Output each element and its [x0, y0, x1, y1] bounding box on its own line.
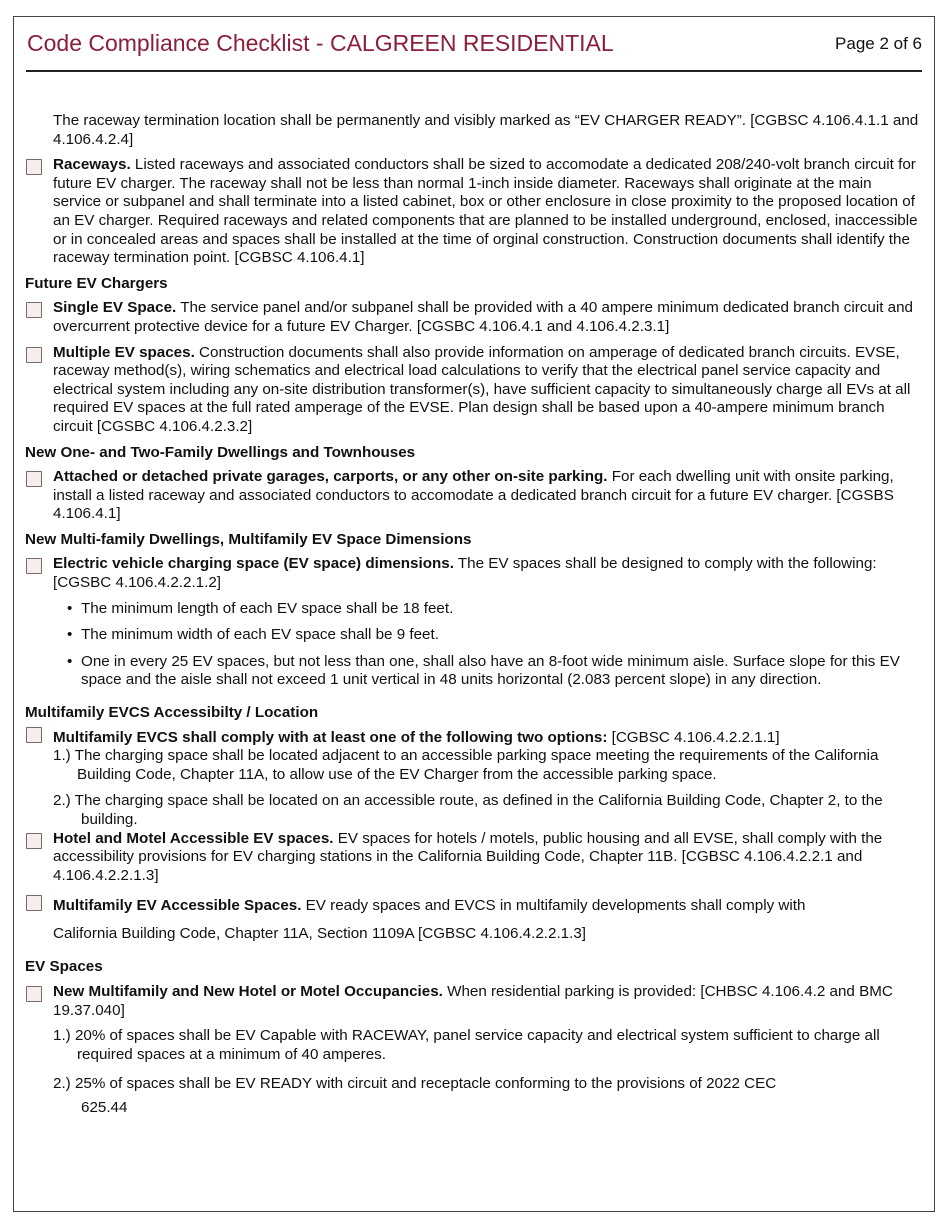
mf-accessible-checkbox[interactable] [26, 895, 42, 911]
evcs-option-2: 2.) The charging space shall be located on an accessible route, as defined in the California Building Code, Chapter 2, to the building. [53, 792, 883, 828]
page-number: Page 2 of 6 [835, 34, 922, 53]
ev-spaces-item-2-cont: 625.44 [81, 1099, 128, 1117]
new-multifamily-label: New Multifamily and New Hotel or Motel Occupancies. [53, 982, 443, 1000]
raceways-item [25, 156, 923, 268]
section-heading-future-ev: Future EV Chargers [25, 274, 168, 292]
evcs-options-ref: [CGBSC 4.106.4.2.2.1.1] [607, 728, 780, 746]
multiple-ev-label: Multiple EV spaces. [53, 343, 195, 361]
list-item: • The minimum length of each EV space shall be 18 feet. [81, 600, 923, 619]
mf-accessible-text-cont: California Building Code, Chapter 11A, Section 1109A [CGBSC 4.106.4.2.2.1.3] [53, 925, 587, 943]
evcs-option-1: 1.) The charging space shall be located adjacent to an accessible parking space meeting the requirements of the California Building Code, Chapter 11A, to allow use of the EV Charger from the accessible parking space. [53, 747, 879, 783]
single-ev-text: The service panel and/or subpanel shall be provided with a 40 ampere minimum dedicated branch circuit and overcurrent protective device for a future EV Charger. [CGSBC 4.106.4.1 and 4.106.4.2.3.1] [53, 299, 913, 335]
section-heading-multifamily-dims: New Multi-family Dwellings, Multifamily EV Space Dimensions [25, 530, 472, 548]
ev-spaces-item-2: 2.) 25% of spaces shall be EV READY with circuit and receptacle conforming to the provisions of 2022 CEC [53, 1075, 777, 1093]
new-multifamily-item [25, 983, 923, 1020]
garages-text: For each dwelling unit with onsite parking, install a listed raceway and associated conductors to accomodate a dedicated branch circuit for a future EV charger. [CGSBS 4.106.4.1] [53, 468, 894, 523]
evcs-options-label: Multifamily EVCS shall comply with at least one of the following two options: [53, 728, 608, 746]
header-divider [26, 70, 922, 72]
hotel-accessible-item [25, 830, 923, 886]
single-ev-checkbox[interactable] [26, 302, 42, 318]
hotel-accessible-checkbox[interactable] [26, 833, 42, 849]
ev-dimensions-item [25, 555, 923, 592]
ev-dimensions-list [25, 600, 923, 690]
section-heading-accessibility: Multifamily EVCS Accessibilty / Location [25, 704, 319, 722]
multiple-ev-checkbox[interactable] [26, 347, 42, 363]
raceways-label: Raceways. [53, 156, 131, 174]
page-title: Code Compliance Checklist - CALGREEN RESIDENTIAL [27, 30, 614, 56]
garages-checkbox[interactable] [26, 471, 42, 487]
ev-spaces-item-1: 1.) 20% of spaces shall be EV Capable with RACEWAY, panel service capacity and electrical system sufficient to charge all required spaces at a minimum of 40 amperes. [53, 1027, 880, 1063]
mf-accessible-text: EV ready spaces and EVCS in multifamily developments shall comply with [301, 897, 806, 915]
new-multifamily-text: When residential parking is provided: [CHBSC 4.106.4.2 and BMC 19.37.040] [53, 982, 893, 1019]
mf-accessible-label: Multifamily EV Accessible Spaces. [53, 897, 302, 915]
ev-dimensions-checkbox[interactable] [26, 558, 42, 574]
mf-accessible-item [25, 892, 923, 948]
raceways-checkbox[interactable] [26, 159, 42, 175]
section-heading-new-dwellings: New One- and Two-Family Dwellings and Townhouses [25, 443, 416, 461]
list-item: • One in every 25 EV spaces, but not less than one, shall also have an 8-foot wide minimum aisle. Surface slope for this EV space and the aisle shall not exceed 1 unit vertical in 48 units horizontal (2.083 percent slope) in any direction. [81, 653, 923, 690]
garages-label: Attached or detached private garages, carports, or any other on-site parking. [53, 468, 608, 486]
multiple-ev-item [25, 344, 923, 437]
ev-dimensions-label: Electric vehicle charging space (EV space) dimensions. [53, 555, 454, 573]
intro-text: The raceway termination location shall be permanently and visibly marked as “EV CHARGER READY”. [CGBSC 4.106.4.1.1 and 4.106.4.2.4] [53, 112, 919, 148]
new-multifamily-checkbox[interactable] [26, 986, 42, 1002]
list-item: • The minimum width of each EV space shall be 9 feet. [81, 626, 923, 645]
single-ev-item [25, 299, 923, 336]
single-ev-label: Single EV Space. [53, 299, 177, 317]
evcs-options-checkbox[interactable] [26, 727, 42, 743]
raceways-text: Listed raceways and associated conductors shall be sized to accomodate a dedicated 208/240-volt branch circuit for future EV charger. The raceway shall not be less than normal 1-inch inside diameter. Raceways shall originate at the main service or subpanel and shall terminate into a listed cabinet, box or other enclosure in close proximity to the proposed location of an EV charger. Required raceways and related components that are planned to be installed underground, enclosed, inaccessible or in concealed areas and spaces shall be installed at the time of orginal construction. Construction documents shall identify the raceway termination point. [CGBSC 4.106.4.1] [53, 156, 918, 267]
garages-item [25, 468, 923, 524]
hotel-accessible-label: Hotel and Motel Accessible EV spaces. [53, 829, 334, 847]
ev-dimensions-text: The EV spaces shall be designed to comply with the following: [CGSBC 4.106.4.2.2.1.2] [53, 555, 877, 592]
multiple-ev-text: Construction documents shall also provide information on amperage of dedicated branch circuits. EVSE, raceway method(s), wiring schematics and electrical load calculations to verify that the electrical panel service capacity and electrical system including any on-site distribution transformer(s), have sufficient capacity to simultaneously charge all EVs at all required EV spaces at the full rated amperage of the EVSE. Plan design shall be based upon a 40-ampere minimum branch circuit [CGSBC 4.106.4.2.3.2] [53, 343, 911, 435]
checklist-content [25, 112, 923, 1120]
hotel-accessible-text: EV spaces for hotels / motels, public housing and all EVSE, shall comply with the accessibility provisions for EV charging stations in the California Building Code, Chapter 11B. [CGBSC 4.106.4.2.2.1 and 4.106.4.2.2.1.3] [53, 829, 883, 884]
section-heading-ev-spaces: EV Spaces [25, 958, 103, 976]
evcs-options-item [25, 729, 923, 748]
